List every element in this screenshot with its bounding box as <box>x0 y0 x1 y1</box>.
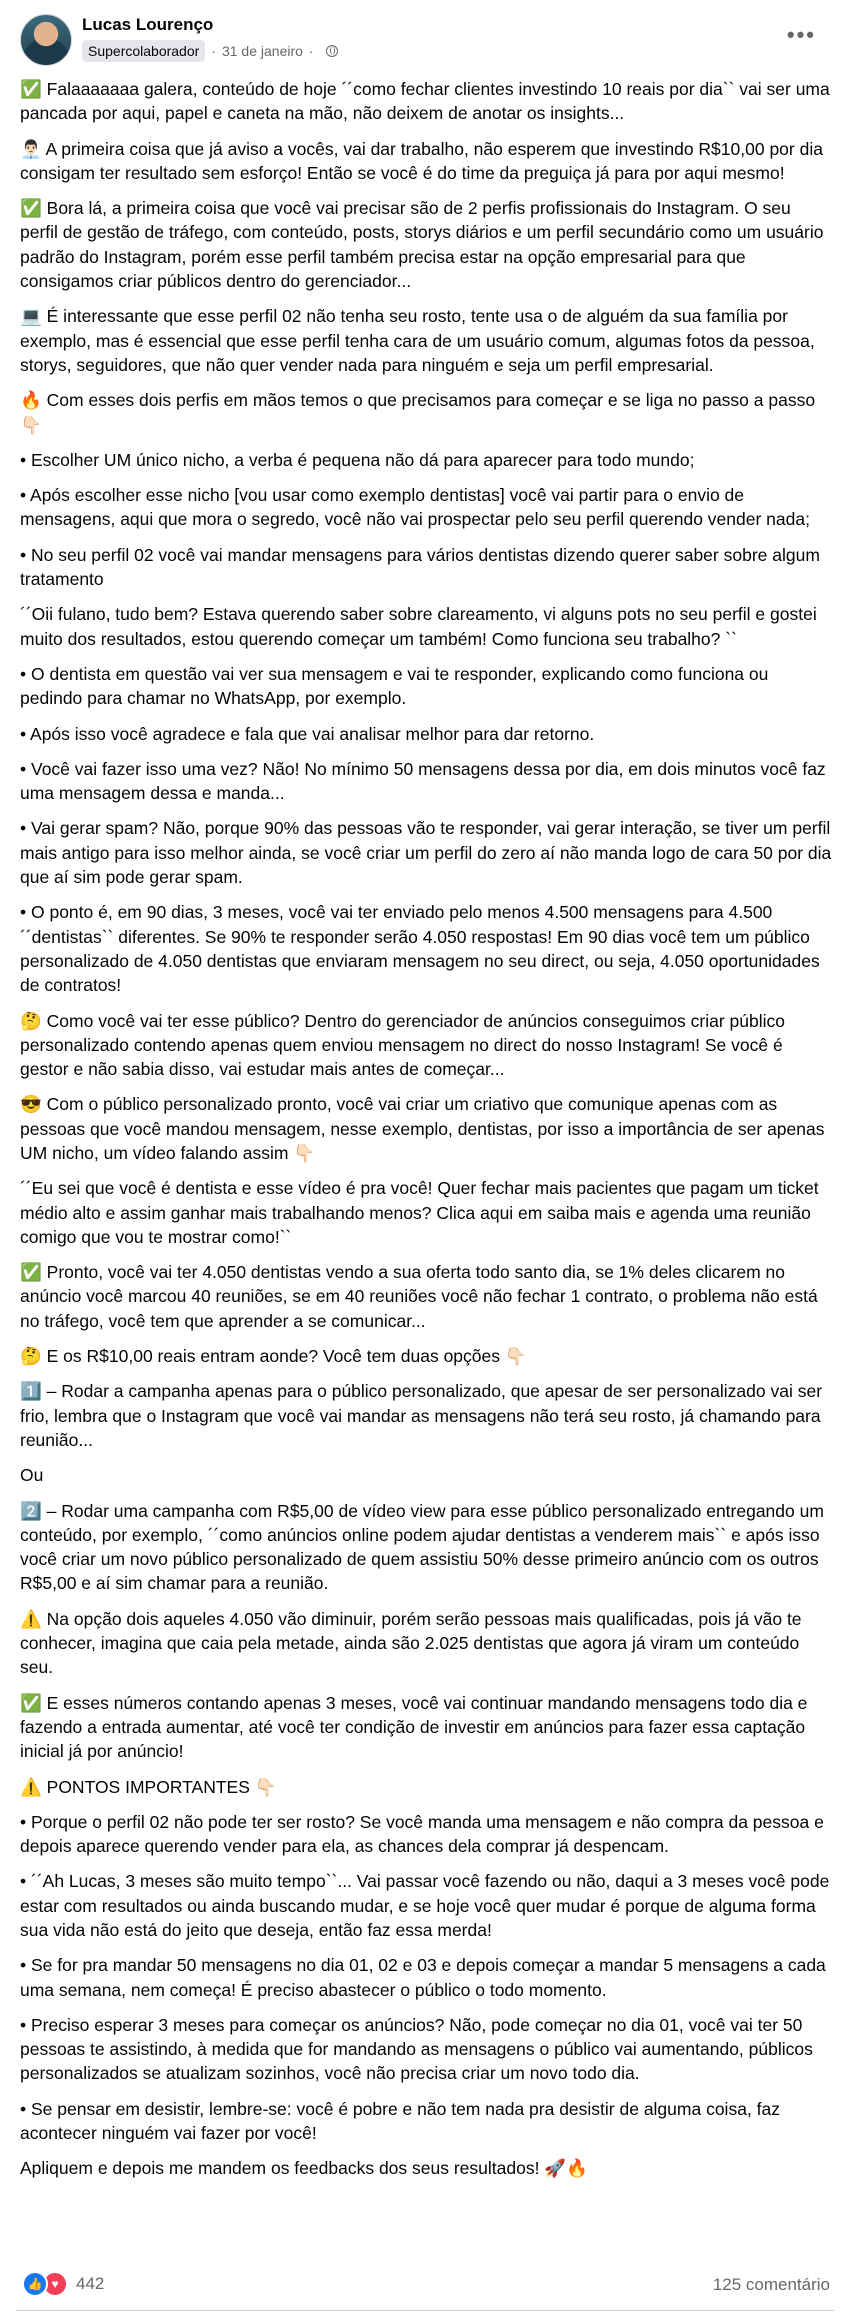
post-paragraph: ⚠️ PONTOS IMPORTANTES 👇🏻 <box>20 1776 277 1797</box>
post-paragraph: 🤔 E os R$10,00 reais entram aonde? Você tem duas opções 👇🏻 <box>20 1346 527 1367</box>
post-paragraph: • Você vai fazer isso uma vez? Não! No mínimo 50 mensagens dessa por dia, em dois minutos você faz uma mensagem dessa e manda... <box>20 758 826 804</box>
post-meta <box>82 39 338 63</box>
post-paragraph: Ou <box>20 1465 44 1486</box>
post-paragraph: • O ponto é, em 90 dias, 3 meses, você vai ter enviado pelo menos 4.500 mensagens para 4.500 ´´dentistas`` diferentes. Se 90% te responder serão 4.050 respostas! Em 90 dias você tem um público personalizado de 4.050 dentistas que enviaram mensagem no seu direct, ou seja, 4.050 oportunidades de contratos! <box>20 902 820 996</box>
post-paragraph: • Porque o perfil 02 não pode ter ser rosto? Se você manda uma mensagem e não compra da pessoa e depois aparece querendo vender para ela, as chances dela comprar já despencam. <box>20 1811 824 1857</box>
post-paragraph: 1️⃣ – Rodar a campanha apenas para o público personalizado, que apesar de ser personalizado vai ser frio, lembra que o Instagram que você vai mandar as mensagens não terá seu rosto, já chamando para reunião... <box>20 1381 823 1450</box>
post-footer <box>0 2265 850 2309</box>
post-paragraph: 🔥 Com esses dois perfis em mãos temos o que precisamos para começar e se liga no passo a passo 👇🏻 <box>20 390 816 435</box>
like-reaction-icon: 👍 <box>22 2271 48 2297</box>
post-paragraph: 👨🏻‍💼 A primeira coisa que já aviso a vocês, vai dar trabalho, não esperem que investindo R$10,00 por dia consigam ter resultado sem esforço! Então se você é do time da preguiça já para por aqui mesmo! <box>20 138 823 183</box>
post-paragraph: 2️⃣ – Rodar uma campanha com R$5,00 de vídeo view para esse público personalizado entregando um conteúdo, por exemplo, ´´como anúncios online podem ajudar dentistas a venderem mais`` e após isso você criar um novo público personalizado de quem assistiu 50% desse primeiro anúncio com os outros R$5,00 e aí sim chamar para a reunião. <box>20 1500 824 1594</box>
author-name[interactable]: Lucas Lourenço <box>82 15 214 34</box>
author-avatar[interactable] <box>20 14 72 66</box>
post-paragraph: ✅ E esses números contando apenas 3 meses, você vai continuar mandando mensagens todo dia e fazendo a entrada aumentar, até você ter condição de investir em anúncios para fazer essa captação inicial já por anúncio! <box>20 1692 808 1762</box>
post-header <box>0 0 850 72</box>
post-paragraph: 😎 Com o público personalizado pronto, você vai criar um criativo que comunique apenas com as pessoas que você mandou mensagem, nesse exemplo, dentistas, por isso a importância de ser apenas UM nicho, um vídeo falando assim 👇🏻 <box>20 1094 825 1163</box>
post-paragraph: 💻 É interessante que esse perfil 02 não tenha seu rosto, tente usa o de alguém da sua família por exemplo, mas é essencial que esse perfil tenha cara de um usuário comum, algumas fotos da pessoa, storys, seguidores, que não quer vender nada para ninguém e seja um perfil empresarial. <box>20 306 815 375</box>
post-paragraph: • Preciso esperar 3 meses para começar os anúncios? Não, pode começar no dia 01, você vai ter 50 pessoas te assistindo, à medida que for mandando as mensagens o público vai aumentando, públicos personalizados se atualizam sozinhos, você não precisa criar um novo todo dia. <box>20 2014 813 2084</box>
comments-count[interactable]: 125 comentário <box>712 2275 830 2294</box>
meta-separator: · <box>211 43 216 59</box>
meta-separator-2: · <box>308 43 314 59</box>
post-paragraph: ✅ Bora lá, a primeira coisa que você vai precisar são de 2 perfis profissionais do Instagram. O seu perfil de gestão de tráfego, com conteúdo, posts, storys diários e um perfil secundário como um usuário padrão do Instagram, porém esse perfil também precisa estar na opção empresarial para que consigamos criar públicos dentro do gerenciador... <box>20 198 824 292</box>
reactions-summary[interactable] <box>22 2271 104 2297</box>
post-paragraph: • Se for pra mandar 50 mensagens no dia 01, 02 e 03 e depois começar a mandar 5 mensagens a cada uma semana, nem começa! É preciso abastecer o público o todo momento. <box>20 1955 826 2000</box>
supercollaborator-badge[interactable]: Supercolaborador <box>82 40 205 62</box>
post-paragraph: Apliquem e depois me mandem os feedbacks dos seus resultados! 🚀🔥 <box>20 2158 588 2179</box>
globe-icon <box>326 45 338 57</box>
post-paragraph: ⚠️ Na opção dois aqueles 4.050 vão diminuir, porém serão pessoas mais qualificadas, pois já vão te conhecer, imagina que caia pela metade, ainda são 2.025 dentistas que agora já viram um conteúdo seu. <box>20 1608 802 1678</box>
post-paragraph: • Escolher UM único nicho, a verba é pequena não dá para aparecer para todo mundo; <box>20 449 695 470</box>
love-reaction-icon: ♥ <box>42 2271 68 2297</box>
post-body <box>20 77 832 2192</box>
reaction-count[interactable]: 442 <box>76 2274 105 2293</box>
post-date[interactable]: 31 de janeiro <box>221 43 303 59</box>
post-paragraph: • Se pensar em desistir, lembre-se: você é pobre e não tem nada pra desistir de alguma coisa, faz acontecer ninguém vai fazer por você! <box>20 2098 780 2144</box>
post-paragraph: • O dentista em questão vai ver sua mensagem e vai te responder, explicando como funciona ou pedindo para chamar no WhatsApp, por exemplo. <box>20 663 769 709</box>
post-paragraph: 🤔 Como você vai ter esse público? Dentro do gerenciador de anúncios conseguimos criar público personalizado contendo apenas quem enviou mensagem no direct do nosso Instagram! Se você é gestor e não sabia disso, vai estudar mais antes de começar... <box>20 1010 785 1080</box>
post-paragraph: • Após isso você agradece e fala que vai analisar melhor para dar retorno. <box>20 723 595 744</box>
post-paragraph: ´´Oii fulano, tudo bem? Estava querendo saber sobre clareamento, vi alguns pots no seu perfil e gostei muito dos resultados, estou querendo começar um também! Como funciona seu trabalho? `` <box>20 604 817 649</box>
post-paragraph: • No seu perfil 02 você vai mandar mensagens para vários dentistas dizendo querer saber sobre algum tratamento <box>20 544 820 590</box>
post-paragraph: • ´´Ah Lucas, 3 meses são muito tempo``... Vai passar você fazendo ou não, daqui a 3 meses você pode estar com resultados ou ainda buscando mudar, e se hoje você quer mudar é porque de alguma forma sua vida não está do jeito que deseja, então faz essa merda! <box>20 1871 830 1940</box>
post-paragraph: ´´Eu sei que você é dentista e esse vídeo é pra você! Quer fechar mais pacientes que pagam um ticket médio alto e assim ganhar mais trabalhando menos? Clica aqui em saiba mais e agenda uma reunião comigo que vou te mostrar como!`` <box>20 1178 819 1247</box>
post-paragraph: • Vai gerar spam? Não, porque 90% das pessoas vão te responder, vai gerar interação, se tiver um perfil mais antigo para isso melhor ainda, se você criar um perfil do zero aí não manda logo de cara 50 por dia que aí sim pode gerar spam. <box>20 818 832 888</box>
post-paragraph: ✅ Pronto, você vai ter 4.050 dentistas vendo a sua oferta todo santo dia, se 1% deles clicarem no anúncio você marcou 40 reuniões, se em 40 reuniões você não fechar 1 contrato, o problema não está no tráfego, você tem que aprender a se comunicar... <box>20 1262 818 1331</box>
more-options-button[interactable]: ••• <box>786 22 816 47</box>
post-paragraph: ✅ Falaaaaaaa galera, conteúdo de hoje ´´como fechar clientes investindo 10 reais por dia`` vai ser uma pancada por aqui, papel e caneta na mão, não deixem de anotar os insights... <box>20 79 830 124</box>
footer-divider <box>16 2310 834 2311</box>
post-paragraph: • Após escolher esse nicho [vou usar como exemplo dentistas] você vai partir para o envio de mensagens, aqui que mora o segredo, você não vai prospectar pelo seu perfil querendo vender nada; <box>20 485 810 530</box>
